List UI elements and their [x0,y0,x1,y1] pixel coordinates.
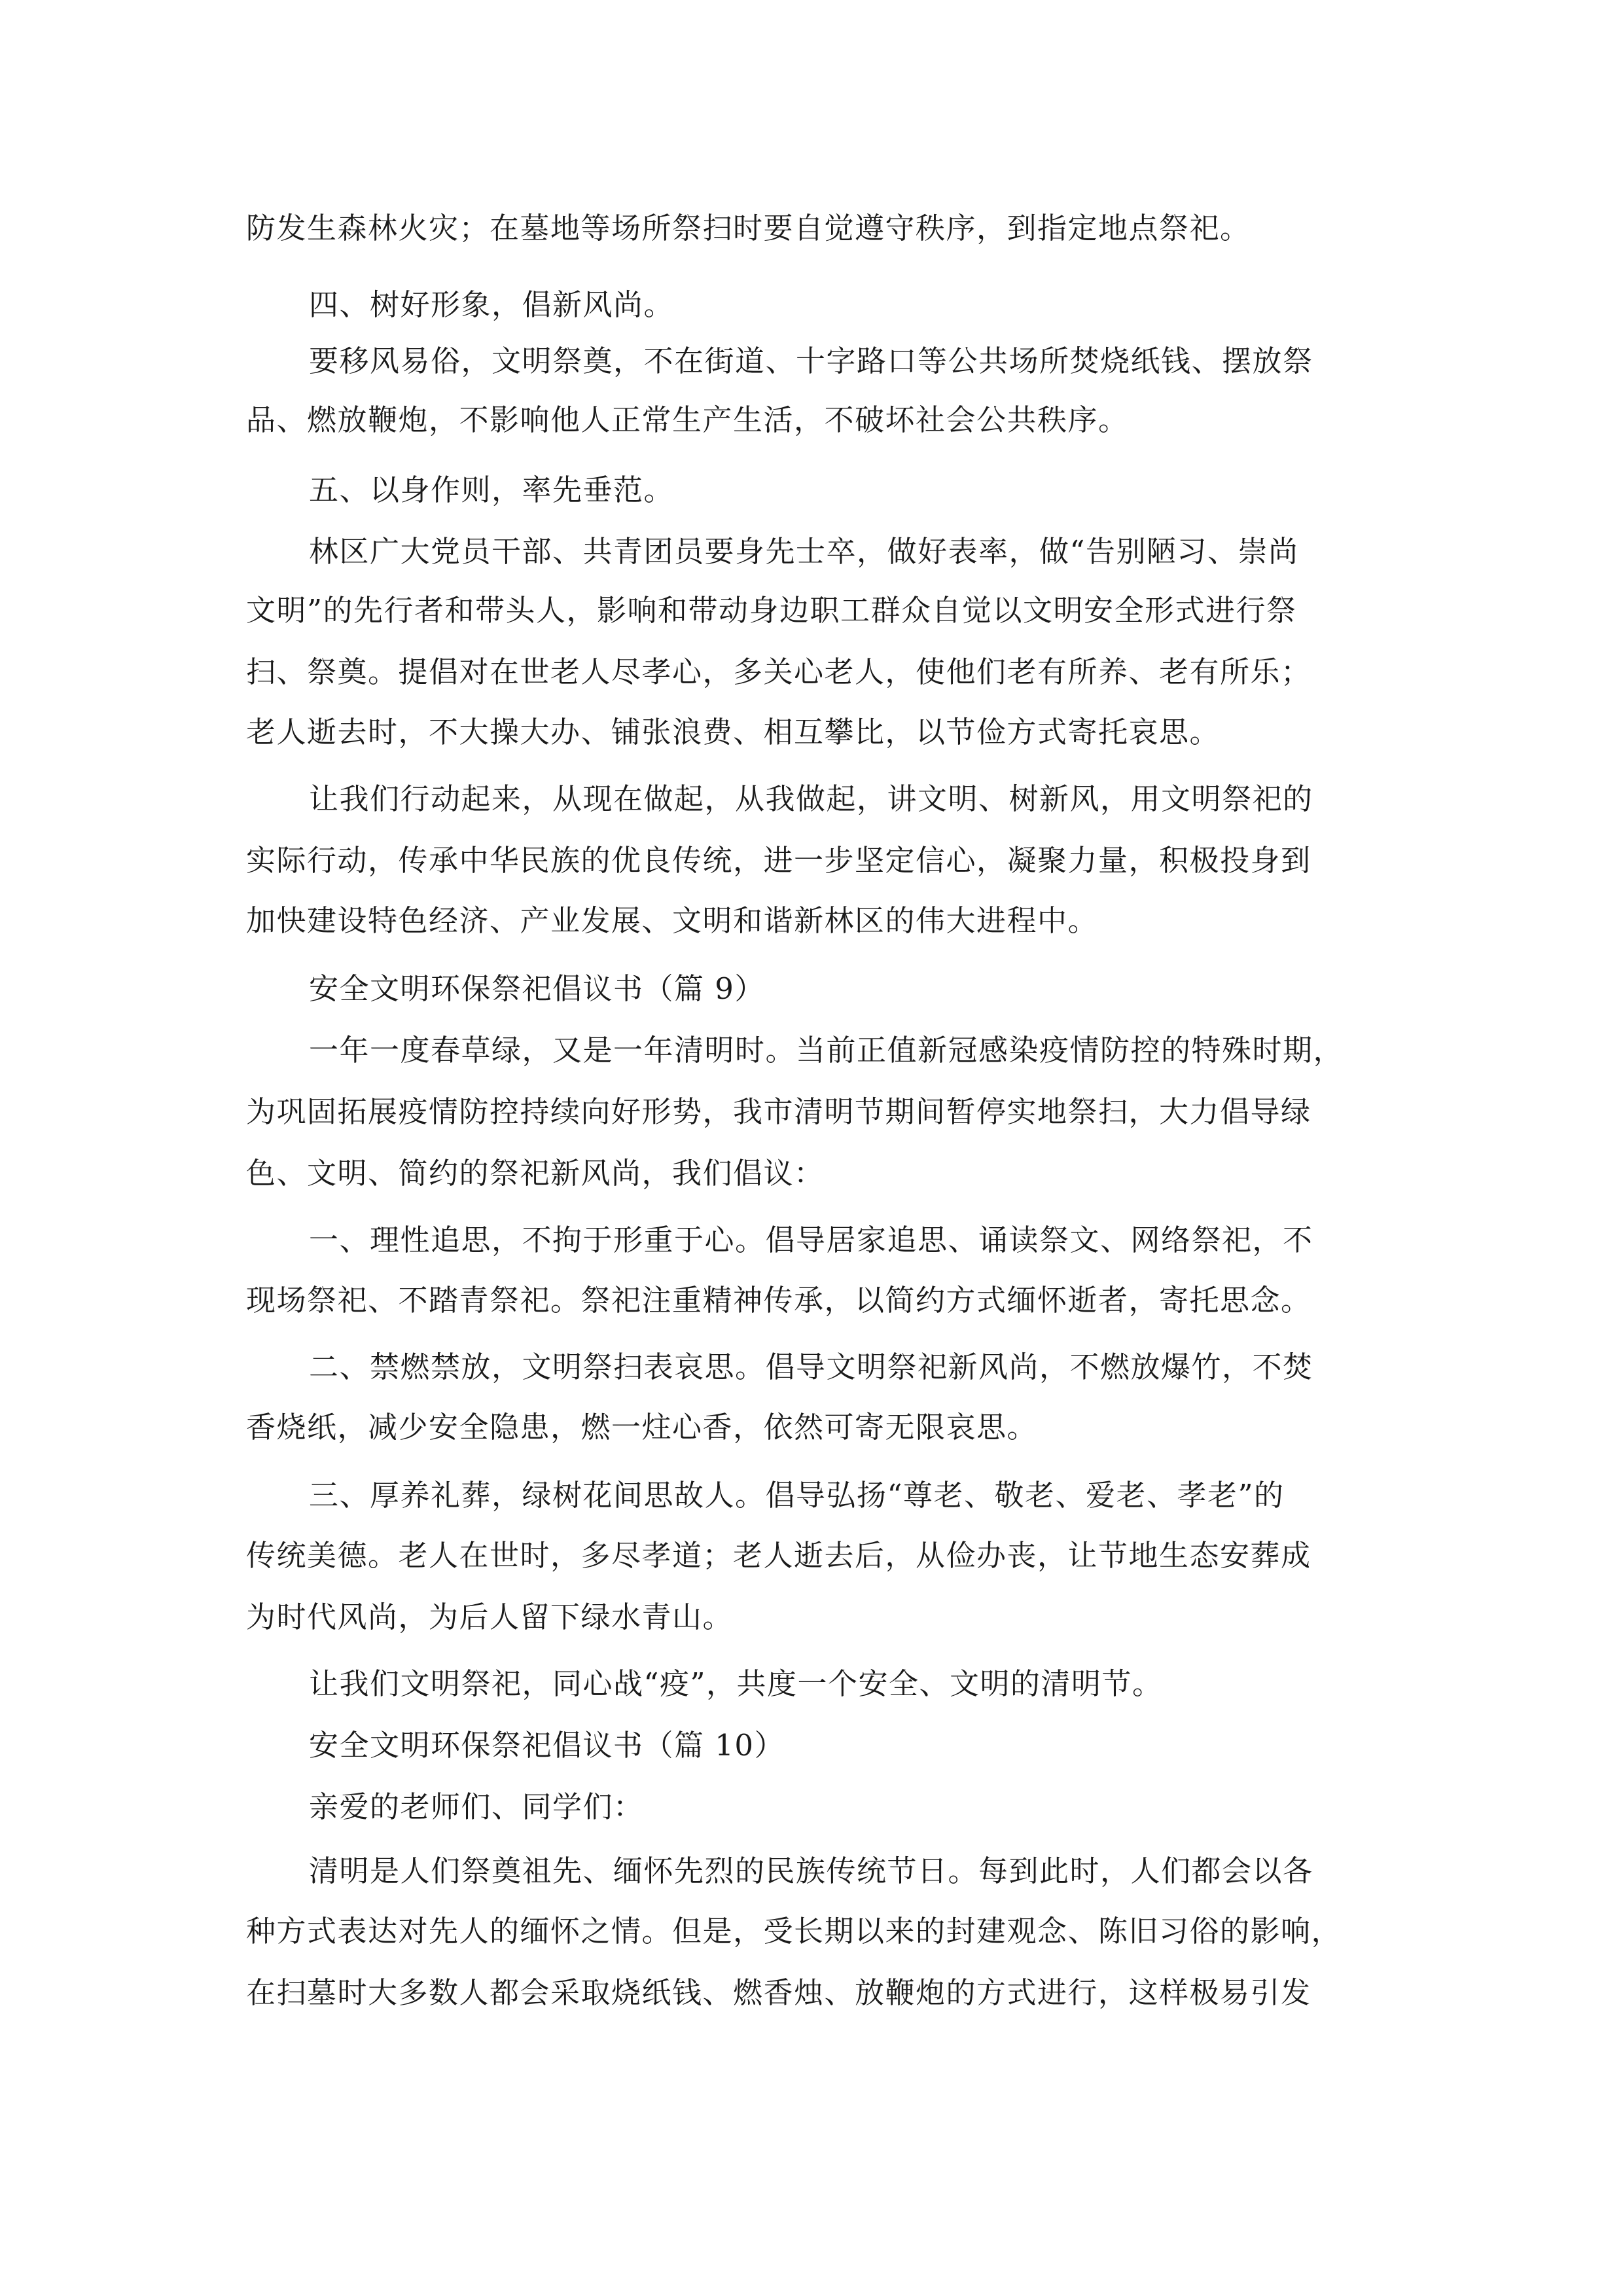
text-line-7: 文明”的先行者和带头人，影响和带动身边职工群众自觉以文明安全形式进行祭 [246,593,1297,628]
text-line-20: 香烧纸，减少安全隐患，燃一炷心香，依然可寄无限哀思。 [246,1410,1038,1444]
text-line-12: 加快建设特色经济、产业发展、文明和谐新林区的伟大进程中。 [246,903,1099,938]
text-line-23: 为时代风尚，为后人留下绿水青山。 [246,1600,734,1634]
text-line-16: 色、文明、简约的祭祀新风尚，我们倡议： [246,1156,825,1191]
salutation: 亲爱的老师们、同学们： [309,1789,644,1824]
section-heading-10: 安全文明环保祭祀倡议书（篇 10） [309,1728,785,1763]
text-line-8: 扫、祭奠。提倡对在世老人尽孝心，多关心老人，使他们老有所养、老有所乐； [246,655,1311,689]
text-line-15: 为巩固拓展疫情防控持续向好形势，我市清明节期间暂停实地祭扫，大力倡导绿 [246,1094,1311,1129]
text-line-27: 清明是人们祭奠祖先、缅怀先烈的民族传统节日。每到此时，人们都会以各 [309,1854,1313,1888]
text-line-18: 现场祭祀、不踏青祭祀。祭祀注重精神传承，以简约方式缅怀逝者，寄托思念。 [246,1283,1311,1318]
text-line-24: 让我们文明祭祀，同心战“疫”，共度一个安全、文明的清明节。 [309,1666,1163,1701]
text-line-29: 在扫墓时大多数人都会采取烧纸钱、燃香烛、放鞭炮的方式进行，这样极易引发 [246,1975,1311,2010]
text-line-6: 林区广大党员干部、共青团员要身先士卒，做好表率，做“告别陋习、崇尚 [309,534,1299,569]
text-line-9: 老人逝去时，不大操大办、铺张浪费、相互攀比，以节俭方式寄托哀思。 [246,715,1221,749]
text-line-21: 三、厚养礼葬，绿树花间思故人。倡导弘扬“尊老、敬老、爱老、孝老”的 [309,1478,1285,1513]
text-line-17: 一、理性追思，不拘于形重于心。倡导居家追思、诵读祭文、网络祭祀，不 [309,1223,1313,1257]
section-heading-9: 安全文明环保祭祀倡议书（篇 9） [309,971,765,1006]
text-line-14: 一年一度春草绿，又是一年清明时。当前正值新冠感染疫情防控的特殊时期， [309,1033,1344,1067]
text-line-3: 要移风易俗，文明祭奠，不在街道、十字路口等公共场所焚烧纸钱、摆放祭 [309,344,1313,378]
text-line-19: 二、禁燃禁放，文明祭扫表哀思。倡导文明祭祀新风尚，不燃放爆竹，不焚 [309,1350,1313,1384]
text-line-10: 让我们行动起来，从现在做起，从我做起，讲文明、树新风，用文明祭祀的 [309,781,1313,816]
text-line-28: 种方式表达对先人的缅怀之情。但是，受长期以来的封建观念、陈旧习俗的影响， [246,1914,1342,1948]
text-line-1: 防发生森林火灾；在墓地等场所祭扫时要自觉遵守秩序，到指定地点祭祀。 [246,211,1251,245]
text-line-4: 品、燃放鞭炮，不影响他人正常生产生活，不破坏社会公共秩序。 [246,403,1129,437]
text-line-22: 传统美德。老人在世时，多尽孝道；老人逝去后，从俭办丧，让节地生态安葬成 [246,1538,1311,1573]
text-line-5: 五、以身作则，率先垂范。 [309,473,675,507]
text-line-11: 实际行动，传承中华民族的优良传统，进一步坚定信心，凝聚力量，积极投身到 [246,843,1311,878]
text-line-2: 四、树好形象，倡新风尚。 [309,287,675,322]
